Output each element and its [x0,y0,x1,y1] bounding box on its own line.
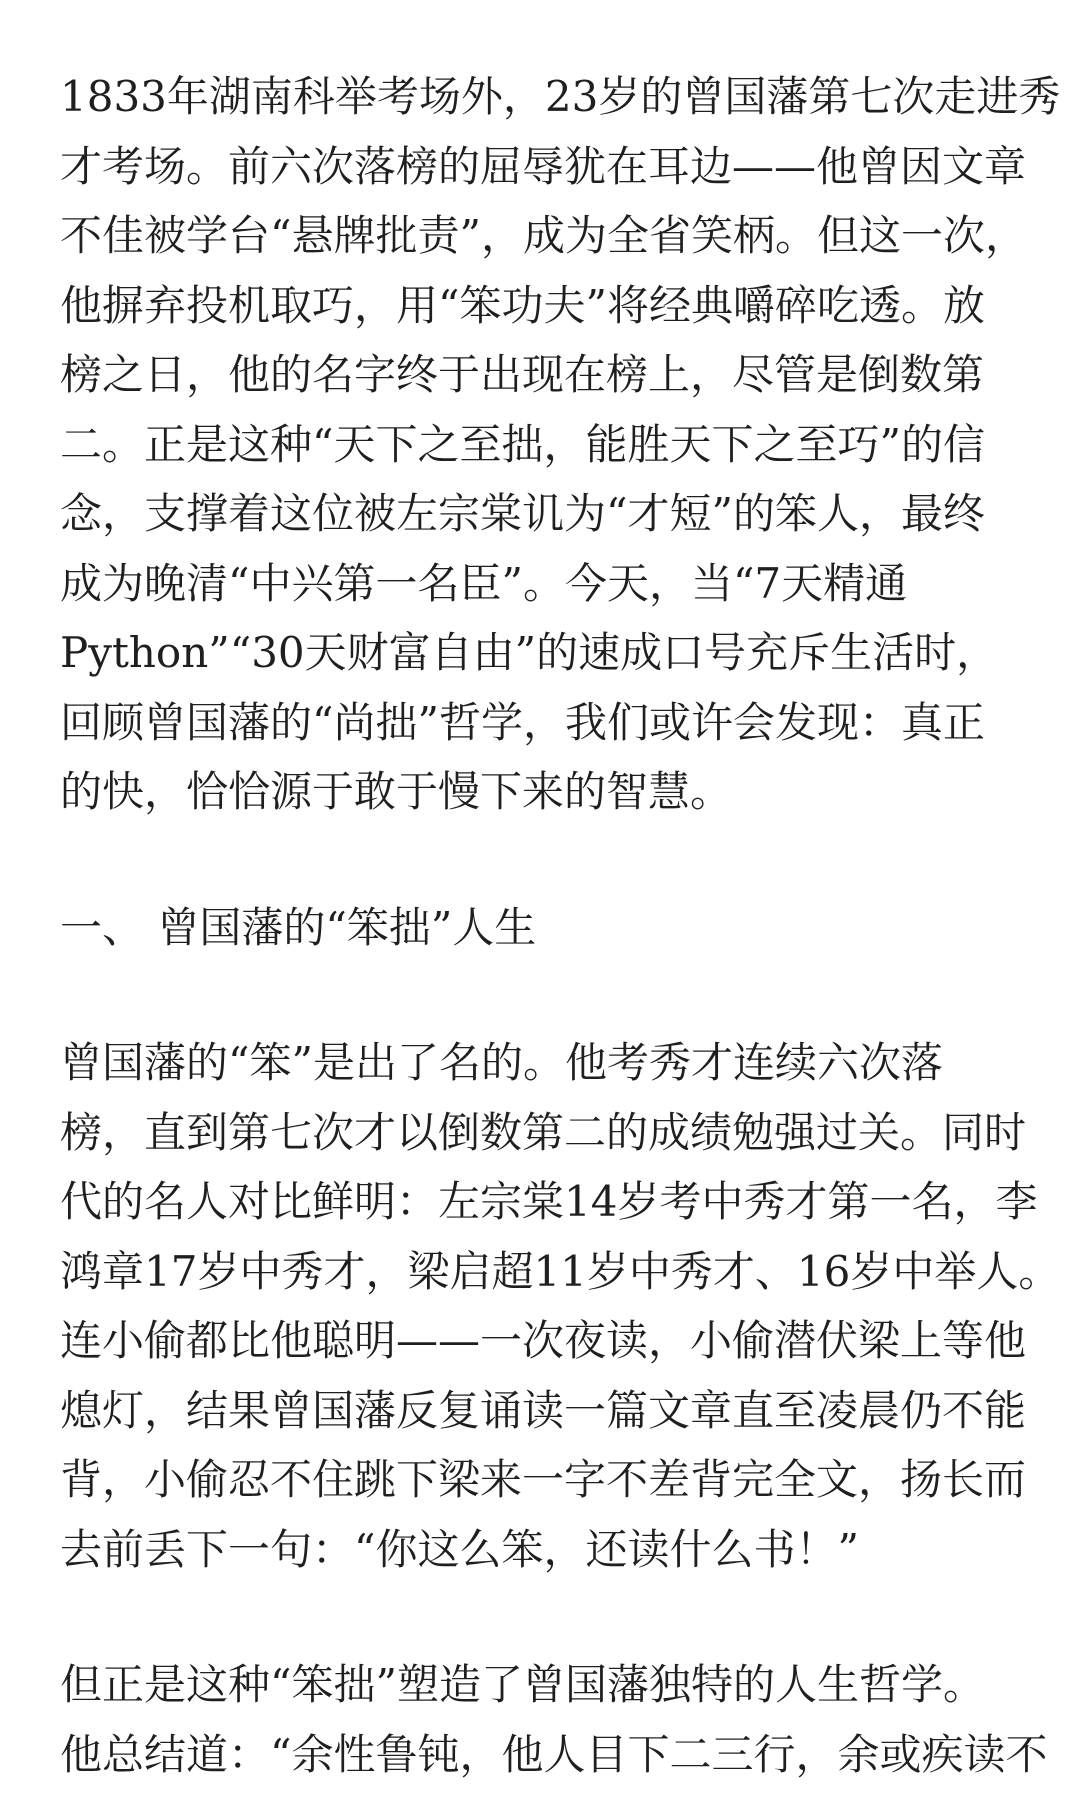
section-paragraph [60,1650,1048,1789]
text-line: 不佳被学台“悬牌批责”，成为全省笑柄。但这一次， [60,211,1027,260]
text-line: 但正是这种“笨拙”塑造了曾国藩独特的人生哲学。 [60,1660,985,1709]
paragraph-gap [60,1584,1026,1650]
text-line: 1833年湖南科举考场外，23岁的曾国藩第七次走进秀 [60,72,1061,121]
text-line: 连小偷都比他聪明——一次夜读，小偷潜伏梁上等他 [60,1316,1027,1365]
text-line: 榜之日，他的名字终于出现在榜上，尽管是倒数第 [60,350,985,399]
text-line: 去前丢下一句：“你这么笨，还读什么书！” [60,1524,859,1574]
text-line: 熄灯，结果曾国藩反复诵读一篇文章直至凌晨仍不能 [60,1385,1027,1435]
text-line: Python”“30天财富自由”的速成口号充斥生活时， [60,628,999,677]
paragraph-gap [60,962,1026,1028]
section-paragraph [60,1028,1061,1584]
text-line: 回顾曾国藩的“尚拙”哲学，我们或许会发现：真正 [60,697,985,747]
text-line: 成为晚清“中兴第一名臣”。今天，当“7天精通 [60,558,908,608]
intro-paragraph [60,62,1061,827]
text-line: 二。正是这种“天下之至拙，能胜天下之至巧”的信 [60,419,985,469]
text-line: 念，支撑着这位被左宗棠讥为“才短”的笨人，最终 [60,489,985,538]
text-line: 他摒弃投机取巧，用“笨功夫”将经典嚼碎吃透。放 [60,280,985,330]
text-line: 代的名人对比鲜明：左宗棠14岁考中秀才第一名，李 [60,1177,1038,1226]
section-heading: 一、 曾国藩的“笨拙”人生 [60,902,537,952]
text-line: 曾国藩的“笨”是出了名的。他考秀才连续六次落 [60,1038,943,1087]
text-line: 他总结道：“余性鲁钝，他人目下二三行，余或疾读不 [60,1729,1048,1779]
text-line: 鸿章17岁中秀才，梁启超11岁中秀才、16岁中举人。 [60,1246,1061,1296]
text-line: 的快，恰恰源于敢于慢下来的智慧。 [60,767,733,816]
text-line: 榜，直到第七次才以倒数第二的成绩勉强过关。同时 [60,1107,1027,1157]
text-line: 背，小偷忍不住跳下梁来一字不差背完全文，扬长而 [60,1455,1027,1504]
paragraph-gap [60,827,1026,893]
text-line: 才考场。前六次落榜的屈辱犹在耳边——他曾因文章 [60,141,1027,191]
